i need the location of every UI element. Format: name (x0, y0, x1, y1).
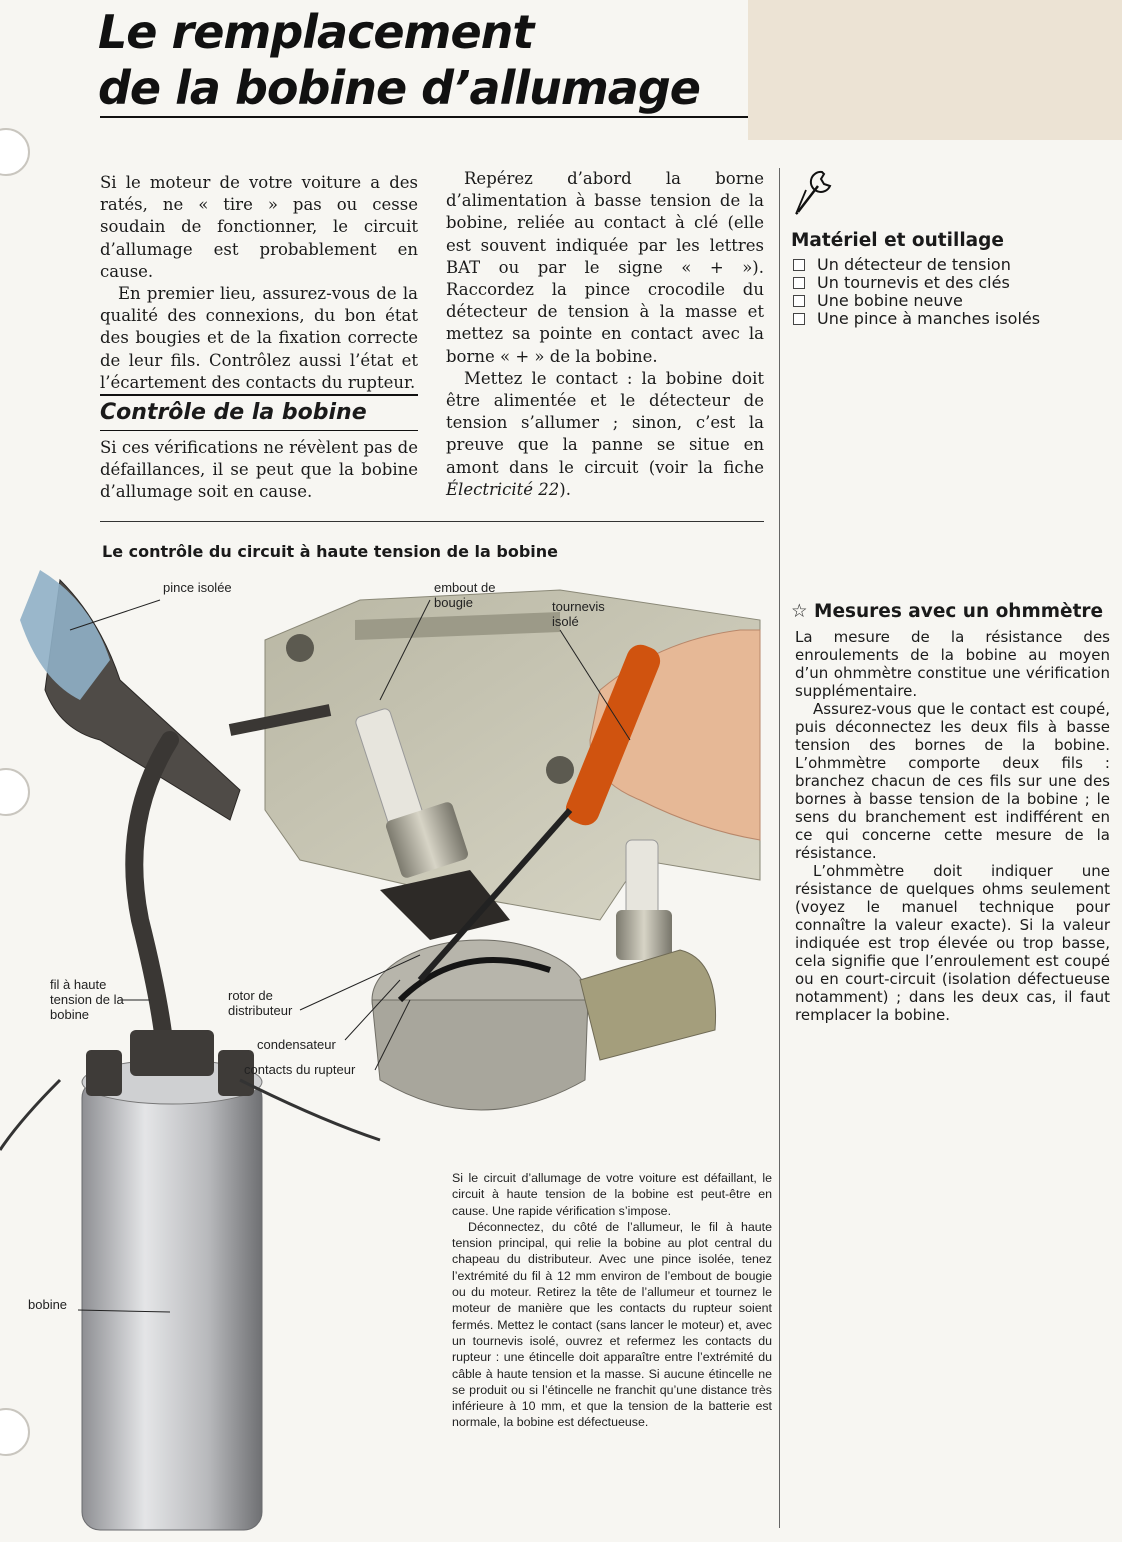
caption-paragraph-1: Si le circuit d’allumage de votre voiture est défaillant, le circuit à haute tension de la bobine est peut-être en cause. Une rapide vérification s’impose. (452, 1171, 772, 1218)
column2-paragraph-2 (446, 368, 764, 501)
label-condensateur: condensateur (257, 1037, 336, 1052)
page-corner-tint (748, 0, 1122, 140)
figure-title: Le contrôle du circuit à haute tension de la bobine (102, 542, 558, 561)
section-divider (100, 394, 418, 396)
binder-hole (0, 128, 30, 176)
label-tournevis: tournevis isolé (552, 599, 605, 629)
ohm-paragraph-2: Assurez-vous que le contact est coupé, puis déconnectez les deux fils à basse tension des bornes de la bobine. L’ohmmètre comporte deux fils : branchez chacun de ces fils sur une des bornes à basse tension de la bobine ; le sens du branchement est indifférent en ce qui concerne cette mesure de la résistance. (795, 700, 1110, 862)
intro-text (100, 172, 418, 394)
figure-divider (100, 521, 764, 522)
controle-text (100, 437, 418, 504)
ohm-title: ☆ Mesures avec un ohmmètre (791, 601, 1104, 622)
column2-p2-start: Mettez le contact : la bobine doit être alimentée et le détecteur de tension s’allumer ; sinon, c’est la preuve que la panne se situe en amont dans le circuit (voir la fiche (446, 368, 764, 477)
title-line-1: Le remplacement (98, 5, 534, 59)
page-title (98, 4, 748, 116)
intro-paragraph-2: En premier lieu, assurez-vous de la qualité des connexions, du bon état des bougies et de la fixation correcte de leur fils. Contrôlez aussi l’état et l’écartement des contacts du rupteur. (100, 284, 418, 392)
ohm-text (795, 628, 1110, 1024)
star-icon: ☆ (791, 601, 808, 622)
materials-item: Une pince à manches isolés (793, 310, 1040, 328)
label-contacts: contacts du rupteur (244, 1062, 356, 1077)
intro-paragraph-1: Si le moteur de votre voiture a des ratés, ne « tire » pas ou cesse soudain de fonctionner, le circuit d’allumage est probablement en cause. (100, 173, 418, 281)
checkbox-icon (793, 313, 805, 325)
figure-caption (452, 1170, 772, 1431)
controle-paragraph: Si ces vérifications ne révèlent pas de défaillances, il se peut que la bobine d’allumage soit en cause. (100, 438, 418, 502)
caption-paragraph-2: Déconnectez, du côté de l’allumeur, le fil à haute tension principal, qui relie la bobine au plot central du chapeau du distributeur. Avec une pince isolée, tenez l’extrémité du fil à 12 mm environ de l’embout de bougie ou du moteur. Retirez la tête de l’allumeur et tournez le moteur de manière que les contacts du rupteur soient fermés. Mettez le contact (sans lancer le moteur) et, avec un tournevis isolé, ouvrez et refermez les contacts du rupteur : une étincelle doit apparaître entre l’extrémité du câble à haute tension et la masse. Si aucune étincelle ne se produit ou si l’étincelle ne franchit qu’une distance très inférieure à 10 mm, et que la tension de la batterie est normale, la bobine est défectueuse. (452, 1219, 772, 1430)
ohm-paragraph-3: L’ohmmètre doit indiquer une résistance de quelques ohms seulement (voyez le manuel technique pour connaître la valeur exacte). Si la valeur indiquée est trop élevée ou trop basse, cela signifie que l’enroulement est coupé ou en court-circuit (isolation défectueuse notamment) ; dans les deux cas, il faut remplacer la bobine. (795, 862, 1110, 1024)
ignition-coil (82, 1030, 262, 1530)
materials-item: Une bobine neuve (793, 292, 1040, 310)
materials-title: Matériel et outillage (791, 230, 1004, 251)
column-2-text (446, 168, 764, 501)
ohm-paragraph-1: La mesure de la résistance des enroulements de la bobine au moyen d’un ohmmètre constitue une vérification supplémentaire. (795, 628, 1110, 700)
label-pince: pince isolée (163, 580, 232, 595)
section-title-controle: Contrôle de la bobine (100, 400, 367, 425)
wrench-screwdriver-icon (792, 168, 838, 218)
checkbox-icon (793, 295, 805, 307)
column2-paragraph-1: Repérez d’abord la borne d’alimentation à basse tension de la bobine, reliée au contact à clé (elle est souvent indiquée par les lettres BAT ou par le signe « + »). Raccordez la pince crocodile du détecteur de tension à la masse et mettez sa pointe en contact avec la borne « + » de la bobine. (446, 169, 764, 366)
label-embout: embout de bougie (434, 580, 496, 610)
title-divider (100, 116, 748, 118)
column2-p2-reference: Électricité 22 (446, 479, 560, 499)
checkbox-icon (793, 277, 805, 289)
checkbox-icon (793, 259, 805, 271)
materials-item: Un tournevis et des clés (793, 274, 1040, 292)
column2-p2-end: ). (559, 479, 571, 499)
label-rotor: rotor de distributeur (228, 988, 293, 1018)
materials-list (793, 256, 1040, 328)
label-bobine: bobine (28, 1297, 68, 1312)
materials-item: Un détecteur de tension (793, 256, 1040, 274)
label-fil: fil à haute tension de la bobine (50, 977, 124, 1022)
ht-lead (134, 740, 170, 1050)
section-divider (100, 430, 418, 431)
title-line-2: de la bobine d’allumage (98, 61, 700, 115)
